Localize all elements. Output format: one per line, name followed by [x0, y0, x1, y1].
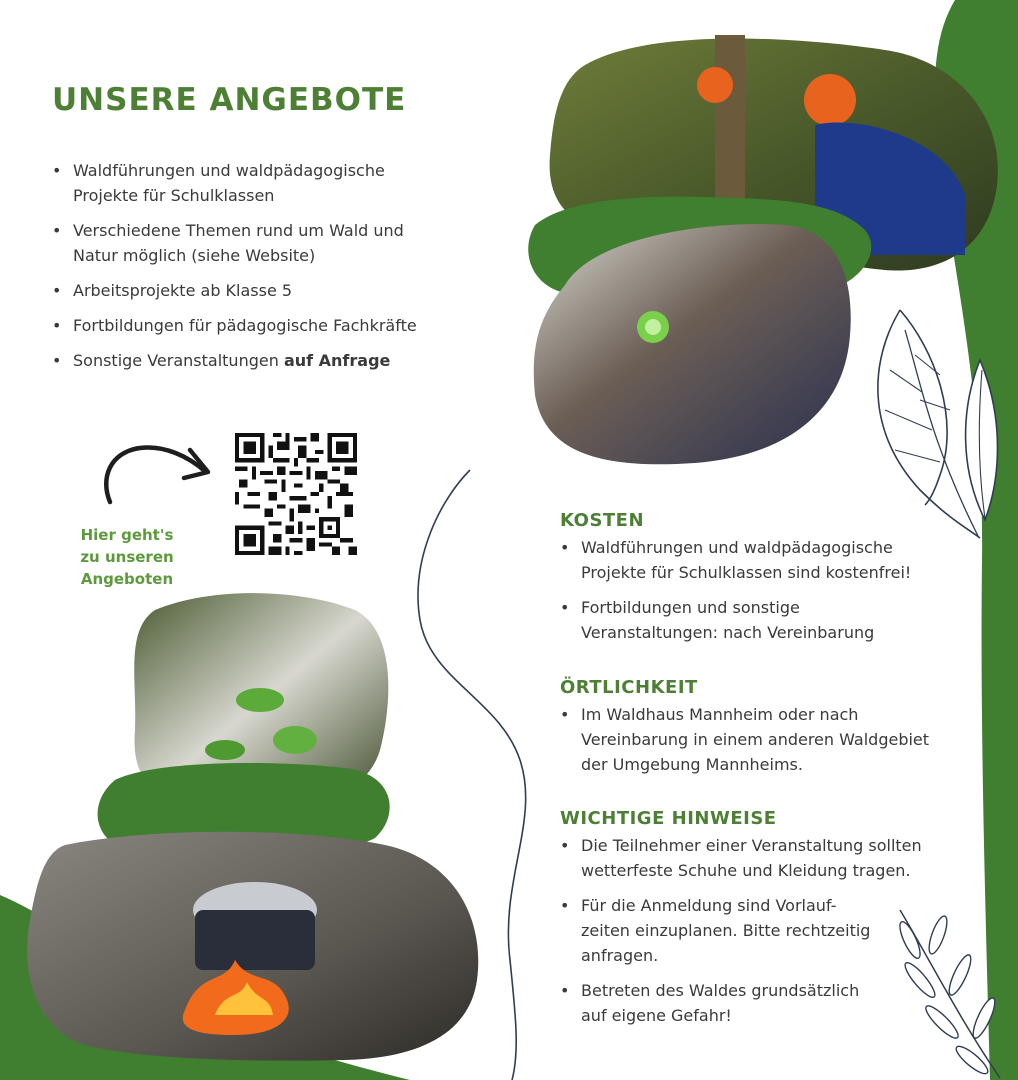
leaf-outline-icon: [860, 300, 1010, 540]
offer-last-bold: auf Anfrage: [283, 351, 391, 370]
kosten-heading: KOSTEN: [560, 510, 645, 531]
arrow-icon: [98, 438, 218, 508]
qr-caption-line: Angeboten: [80, 570, 174, 588]
offer-item: • Fortbildungen für pädagogische Fachkräfte: [52, 313, 432, 338]
hinweise-heading: WICHTIGE HINWEISE: [560, 808, 777, 829]
kosten-item: • Fortbildungen und sonstige Veranstaltungen: nach Vereinbarung: [560, 595, 940, 645]
qr-caption: [72, 524, 182, 590]
offers-list: [52, 158, 432, 383]
kosten-list: [560, 535, 940, 645]
kosten-item: • Waldführungen und waldpädagogische Projekte für Schulklassen sind kostenfrei!: [560, 535, 940, 585]
section-oertlichkeit: [560, 677, 940, 787]
offer-item: • Arbeitsprojekte ab Klasse 5: [52, 278, 432, 303]
oertlichkeit-item: • Im Waldhaus Mannheim oder nach Vereinbarung in einem anderen Waldgebiet der Umgebung Mannheims.: [560, 702, 940, 777]
oertlichkeit-heading: ÖRTLICHKEIT: [560, 677, 698, 698]
qr-caption-line: zu unseren: [80, 548, 174, 566]
qr-caption-line: Hier geht's: [80, 526, 174, 544]
hinweise-list: [560, 833, 940, 1028]
hinweise-item: • Betreten des Waldes grundsätzlich auf eigene Gefahr!: [560, 978, 881, 1028]
hinweise-item: • Die Teilnehmer einer Veranstaltung sollten wetterfeste Schuhe und Kleidung tragen.: [560, 833, 940, 883]
page-title: UNSERE ANGEBOTE: [52, 82, 407, 118]
photo-collage-bottom: [25, 590, 485, 1065]
qr-code-icon[interactable]: [235, 433, 357, 555]
offer-item: • Waldführungen und waldpädagogische Projekte für Schulklassen: [52, 158, 432, 208]
section-hinweise: [560, 808, 940, 1038]
offer-item-last: [52, 348, 432, 373]
offer-item: • Verschiedene Themen rund um Wald und Natur möglich (siehe Website): [52, 218, 432, 268]
oertlichkeit-list: [560, 702, 940, 777]
hinweise-item: • Für die Anmeldung sind Vorlauf-zeiten einzuplanen. Bitte rechtzeitig anfragen.: [560, 893, 881, 968]
section-kosten: [560, 510, 940, 655]
offer-last-text: Sonstige Veranstaltungen: [73, 351, 284, 370]
helmet-orange-small: [697, 67, 733, 103]
helmet-orange: [804, 74, 856, 126]
